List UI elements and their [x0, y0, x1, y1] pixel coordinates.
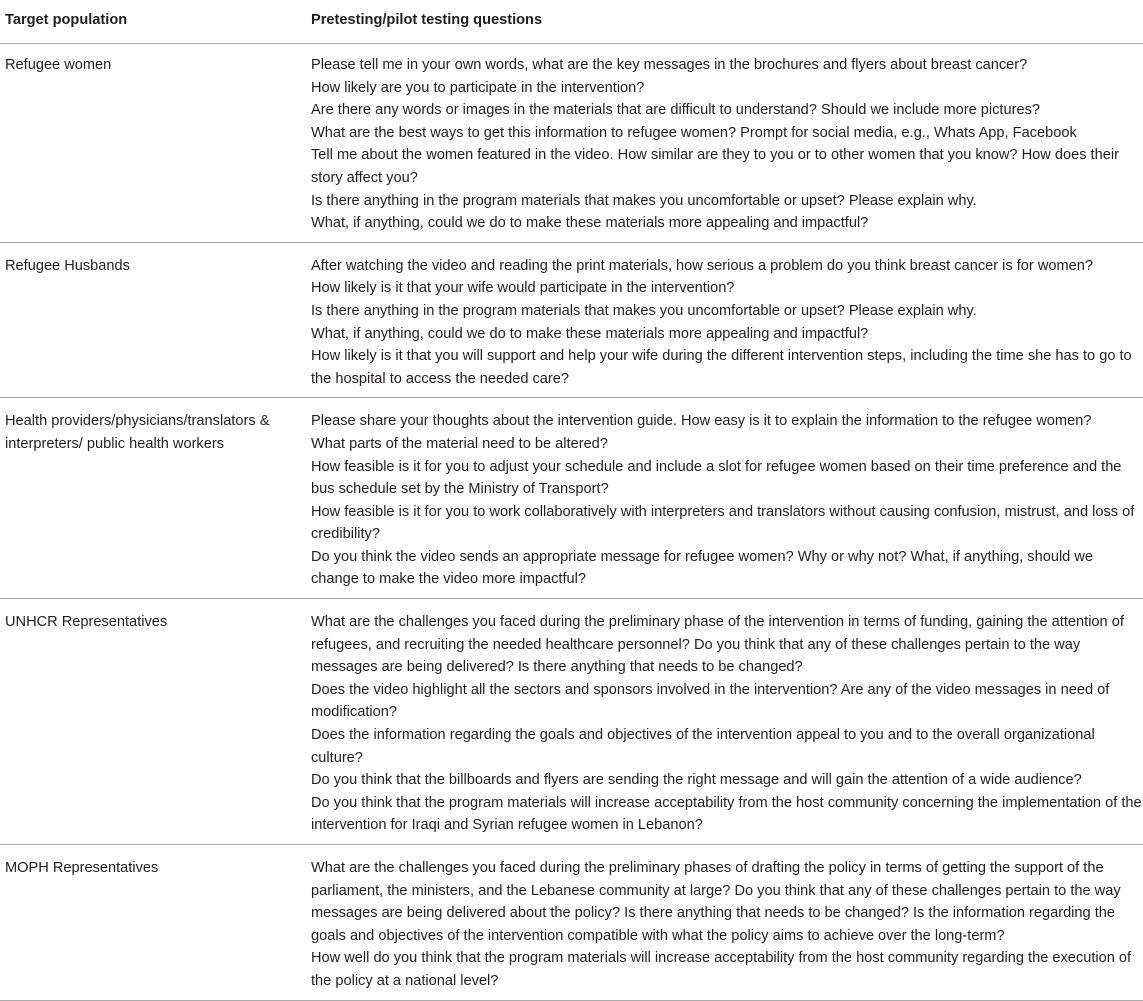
question-text: How likely are you to participate in the intervention?	[311, 79, 645, 96]
question-text: Does the information regarding the goals and objectives of the intervention appeal to you and to the overall organizational culture?	[311, 727, 1095, 766]
table-header	[0, 9, 1143, 44]
question-text: What are the challenges you faced during the preliminary phase of the intervention in terms of funding, gaining the attention of refugees, and recruiting the needed healthcare personnel? Do you think that any of these challenges pertain to the way messages are being delivered? Is there anything that needs to be changed?	[311, 614, 1124, 676]
question-text: Tell me about the women featured in the video. How similar are they to you or to other women that you know? How does their story affect you?	[311, 147, 1119, 186]
question-text: Is there anything in the program materials that makes you uncomfortable or upset? Please explain why.	[311, 302, 977, 319]
question-text: Do you think the video sends an appropriate message for refugee women? Why or why not? What, if anything, should we change to make the video more impactful?	[311, 548, 1094, 588]
table-row	[0, 44, 1143, 243]
question-text: What parts of the material need to be altered?	[311, 435, 608, 452]
population-cell: Refugee women	[5, 57, 112, 73]
question-text: What are the best ways to get this information to refugee women? Prompt for social media, e.g., Whats App, Facebook	[311, 124, 1077, 141]
question-text: After watching the video and reading the print materials, how serious a problem do you think breast cancer is for women?	[311, 257, 1093, 274]
population-cell: MOPH Representatives	[5, 860, 159, 876]
question-text: How feasible is it for you to work collaboratively with interpreters and translators without causing confusion, mistrust, and loss of credibility?	[311, 503, 1135, 543]
questions-cell	[311, 845, 1143, 1001]
population-cell: Refugee Husbands	[5, 257, 130, 274]
question-text: Do you think that the billboards and flyers are sending the right message and will gain the attention of a wide audience?	[311, 772, 1082, 789]
question-text: What, if anything, could we do to make these materials more appealing and impactful?	[311, 325, 869, 342]
population-cell: Health providers/physicians/translators & interpreters/ public health workers	[5, 413, 270, 452]
header-pretesting-questions: Pretesting/pilot testing questions	[311, 12, 543, 28]
table-row	[0, 242, 1143, 398]
question-text: Does the video highlight all the sectors and sponsors involved in the intervention? Are any of the video messages in need of modification?	[311, 681, 1110, 721]
question-text: How well do you think that the program materials will increase acceptability from the host community regarding the execution of the policy at a national level?	[311, 950, 1132, 989]
questions-cell	[311, 599, 1143, 845]
table-row	[0, 599, 1143, 845]
question-text: Are there any words or images in the materials that are difficult to understand? Should we include more pictures?	[311, 102, 1040, 119]
population-cell: UNHCR Representatives	[5, 614, 168, 631]
question-text: Please share your thoughts about the intervention guide. How easy is it to explain the information to the refugee women?	[311, 413, 1092, 430]
question-text: How likely is it that you will support and help your wife during the different intervention steps, including the time she has to go to the hospital to access the needed care?	[311, 348, 1132, 387]
pilot-testing-table	[0, 9, 1143, 1001]
questions-cell	[311, 398, 1143, 599]
table-row	[0, 398, 1143, 599]
question-text: What are the challenges you faced during the preliminary phases of drafting the policy in terms of getting the support of the parliament, the ministers, and the Lebanese community at large? Do you think that any of these challenges pertain to the way messages are being delivered about the policy? Is there anything that needs to be changed? Is the information regarding the goals and objectives of the intervention compatible with what the policy aims to achieve over the long-term?	[311, 860, 1121, 944]
table-row	[0, 845, 1143, 1001]
question-text: How likely is it that your wife would participate in the intervention?	[311, 280, 735, 297]
question-text: How feasible is it for you to adjust your schedule and include a slot for refugee women based on their time preference and the bus schedule set by the Ministry of Transport?	[311, 458, 1122, 498]
table-body	[0, 44, 1143, 1001]
question-text: Please tell me in your own words, what are the key messages in the brochures and flyers about breast cancer?	[311, 57, 1028, 73]
questions-cell	[311, 44, 1143, 243]
questions-cell	[311, 242, 1143, 398]
question-text: What, if anything, could we do to make these materials more appealing and impactful?	[311, 215, 869, 232]
header-row	[0, 9, 1143, 44]
question-text: Do you think that the program materials will increase acceptability from the host community concerning the implementation of the intervention for Iraqi and Syrian refugee women in Lebanon?	[311, 794, 1142, 834]
header-target-population: Target population	[5, 12, 128, 28]
question-text: Is there anything in the program materials that makes you uncomfortable or upset? Please explain why.	[311, 192, 977, 209]
